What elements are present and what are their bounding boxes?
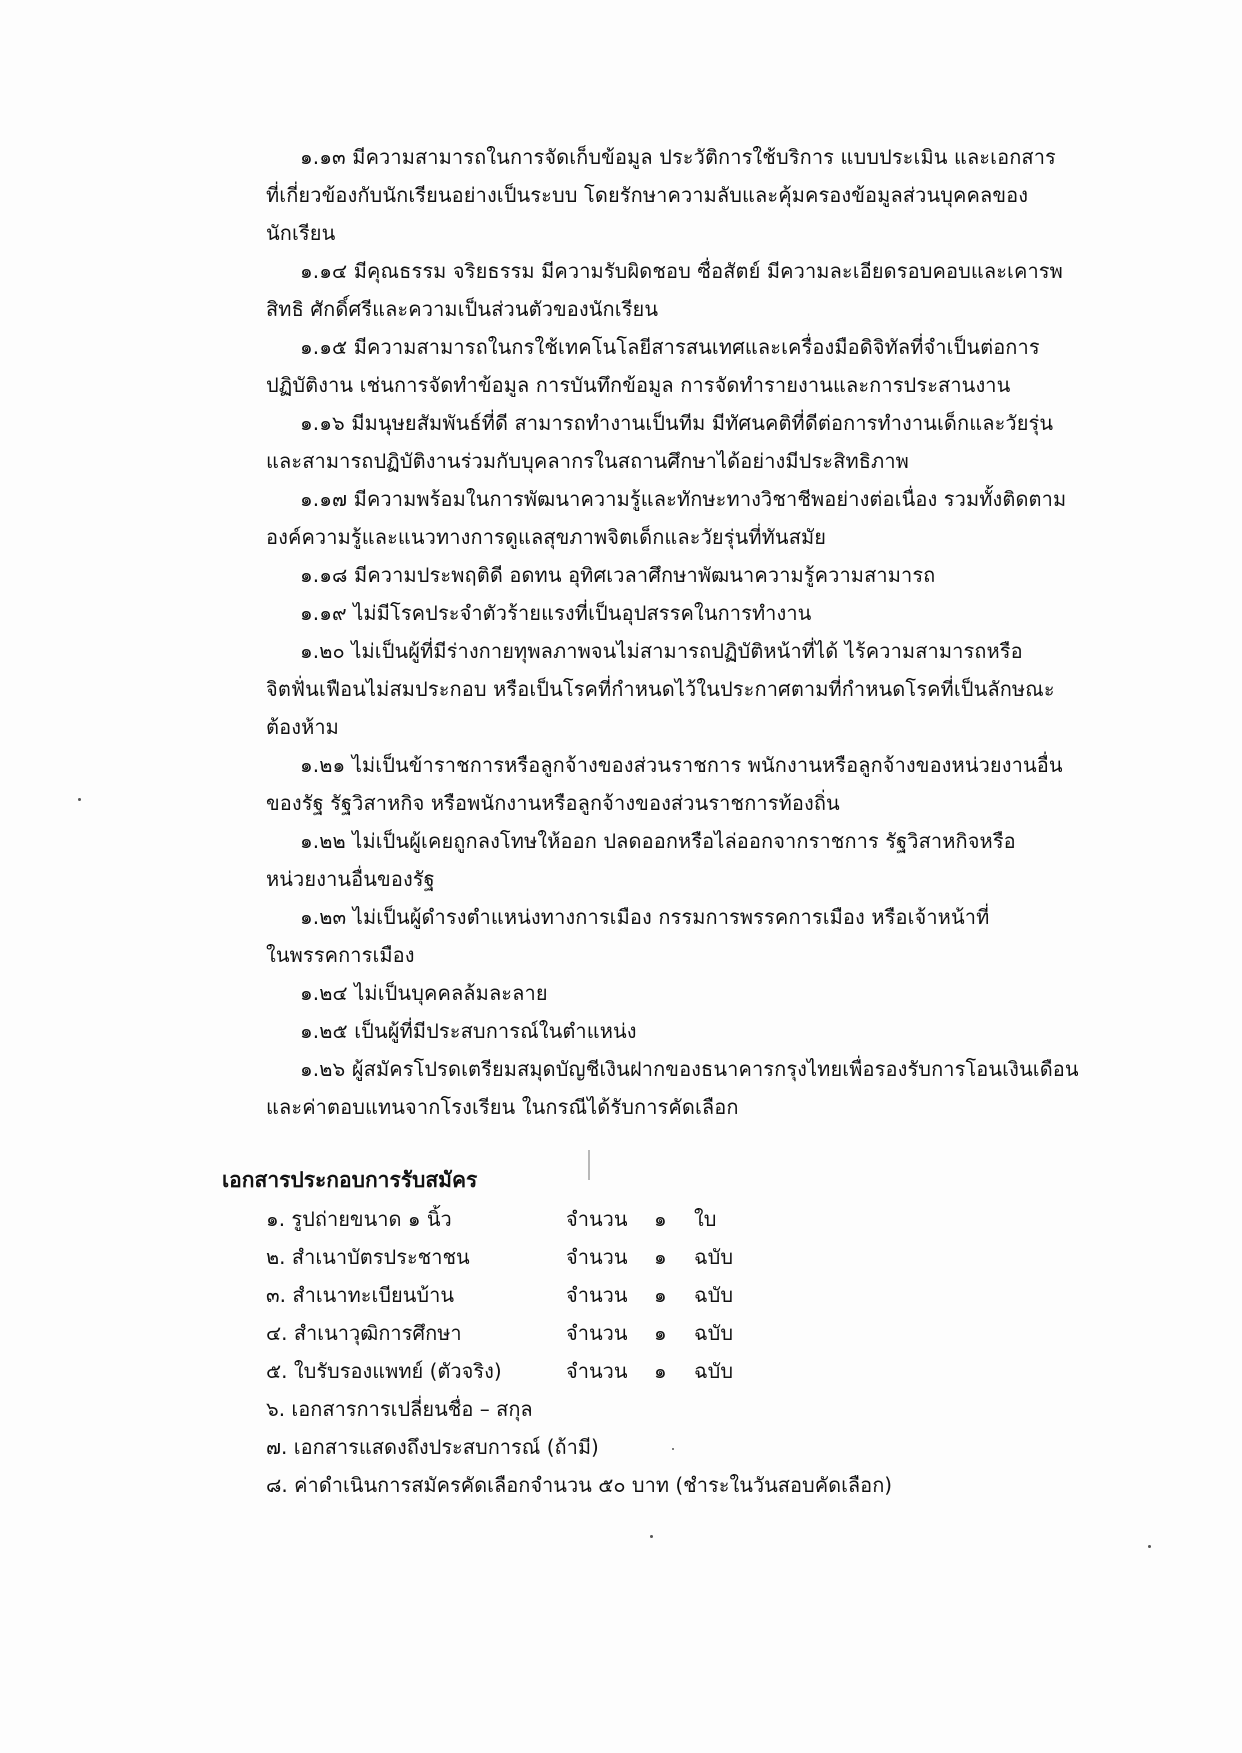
document-amount-word: จำนวน bbox=[566, 1321, 628, 1345]
item-number: ๑.๒๓ bbox=[300, 905, 347, 929]
item-1-23-line-1 bbox=[300, 903, 989, 931]
item-number: ๑.๑๘ bbox=[300, 563, 348, 587]
document-unit: ฉบับ bbox=[694, 1359, 734, 1383]
document-amount-word: จำนวน bbox=[566, 1245, 628, 1269]
scan-speck bbox=[650, 1535, 653, 1538]
document-amount-word: จำนวน bbox=[566, 1359, 628, 1383]
item-text: มีความพร้อมในการพัฒนาความรู้และทักษะทางวิชาชีพอย่างต่อเนื่อง รวมทั้งติดตาม bbox=[353, 487, 1067, 511]
item-text: ไม่เป็นบุคคลล้มละลาย bbox=[354, 981, 548, 1005]
item-1-16-line-2: และสามารถปฏิบัติงานร่วมกับบุคลากรในสถานศึกษาได้อย่างมีประสิทธิภาพ bbox=[266, 449, 909, 473]
item-1-17-line-2: องค์ความรู้และแนวทางการดูแลสุขภาพจิตเด็กและวัยรุ่นที่ทันสมัย bbox=[266, 525, 827, 549]
item-1-23-line-2: ในพรรคการเมือง bbox=[266, 943, 415, 967]
scan-speck bbox=[672, 1448, 674, 1450]
item-1-21-line-2: ของรัฐ รัฐวิสาหกิจ หรือพนักงานหรือลูกจ้างของส่วนราชการท้องถิ่น bbox=[266, 791, 840, 815]
item-number: ๑.๑๗ bbox=[300, 487, 348, 511]
item-number: ๑.๑๖ bbox=[300, 411, 345, 435]
document-label: ๓. สำเนาทะเบียนบ้าน bbox=[266, 1283, 455, 1307]
document-label: ๘. ค่าดำเนินการสมัครคัดเลือกจำนวน ๕๐ บาท (ชำระในวันสอบคัดเลือก) bbox=[266, 1473, 893, 1497]
item-text: มีคุณธรรม จริยธรรม มีความรับผิดชอบ ซื่อสัตย์ มีความละเอียดรอบคอบและเคารพ bbox=[353, 259, 1063, 283]
scan-mark bbox=[588, 1150, 590, 1180]
item-text: ไม่เป็นข้าราชการหรือลูกจ้างของส่วนราชการ พนักงานหรือลูกจ้างของหน่วยงานอื่น bbox=[351, 753, 1063, 777]
document-amount-word: จำนวน bbox=[566, 1207, 628, 1231]
document-unit: ฉบับ bbox=[694, 1245, 734, 1269]
item-text: มีความสามารถในการจัดเก็บข้อมูล ประวัติการใช้บริการ แบบประเมิน และเอกสาร bbox=[352, 145, 1056, 169]
item-1-18-line-1 bbox=[300, 561, 935, 589]
item-1-26-line-1 bbox=[300, 1055, 1079, 1083]
item-1-20-line-3: ต้องห้าม bbox=[266, 715, 339, 739]
document-quantity: ๑ bbox=[654, 1245, 667, 1269]
item-text: ไม่เป็นผู้เคยถูกลงโทษให้ออก ปลดออกหรือไล่ออกจากราชการ รัฐวิสาหกิจหรือ bbox=[352, 829, 1016, 853]
item-number: ๑.๒๖ bbox=[300, 1057, 346, 1081]
item-number: ๑.๒๔ bbox=[300, 981, 348, 1005]
document-unit: ฉบับ bbox=[694, 1283, 734, 1307]
item-text: ไม่เป็นผู้ที่มีร่างกายทุพลภาพจนไม่สามารถปฏิบัติหน้าที่ได้ ไร้ความสามารถหรือ bbox=[351, 639, 1023, 663]
document-quantity: ๑ bbox=[654, 1321, 667, 1345]
document-amount-word: จำนวน bbox=[566, 1283, 628, 1307]
item-1-20-line-2: จิตฟั่นเฟือนไม่สมประกอบ หรือเป็นโรคที่กำหนดไว้ในประกาศตามที่กำหนดโรคที่เป็นลักษณะ bbox=[266, 677, 1055, 701]
item-1-14-line-2: สิทธิ ศักดิ์ศรีและความเป็นส่วนตัวของนักเรียน bbox=[266, 297, 659, 321]
item-1-22-line-2: หน่วยงานอื่นของรัฐ bbox=[266, 867, 435, 891]
item-text: เป็นผู้ที่มีประสบการณ์ในตำแหน่ง bbox=[354, 1019, 637, 1043]
item-text: ไม่มีโรคประจำตัวร้ายแรงที่เป็นอุปสรรคในการทำงาน bbox=[353, 601, 812, 625]
item-number: ๑.๑๓ bbox=[300, 145, 346, 169]
item-1-24-line-1 bbox=[300, 979, 548, 1007]
item-1-26-line-2: และค่าตอบแทนจากโรงเรียน ในกรณีได้รับการคัดเลือก bbox=[266, 1095, 739, 1119]
item-text: มีมนุษยสัมพันธ์ที่ดี สามารถทำงานเป็นทีม มีทัศนคติที่ดีต่อการทำงานเด็กและวัยรุ่น bbox=[351, 411, 1054, 435]
item-1-13-line-3: นักเรียน bbox=[266, 221, 336, 245]
scan-speck bbox=[1148, 1545, 1151, 1548]
document-quantity: ๑ bbox=[654, 1207, 667, 1231]
document-label: ๔. สำเนาวุฒิการศึกษา bbox=[266, 1321, 462, 1345]
item-1-25-line-1 bbox=[300, 1017, 637, 1045]
item-1-17-line-1 bbox=[300, 485, 1066, 513]
item-number: ๑.๑๙ bbox=[300, 601, 347, 625]
item-1-21-line-1 bbox=[300, 751, 1063, 779]
item-1-13-line-1 bbox=[300, 143, 1056, 171]
document-label: ๕. ใบรับรองแพทย์ (ตัวจริง) bbox=[266, 1359, 502, 1383]
documents-heading: เอกสารประกอบการรับสมัคร bbox=[222, 1168, 478, 1192]
item-number: ๑.๒๒ bbox=[300, 829, 346, 853]
item-number: ๑.๒๑ bbox=[300, 753, 346, 777]
document-label: ๑. รูปถ่ายขนาด ๑ นิ้ว bbox=[266, 1207, 452, 1231]
item-number: ๑.๑๔ bbox=[300, 259, 348, 283]
item-1-15-line-2: ปฏิบัติงาน เช่นการจัดทำข้อมูล การบันทึกข้อมูล การจัดทำรายงานและการประสานงาน bbox=[266, 373, 1011, 397]
document-label: ๒. สำเนาบัตรประชาชน bbox=[266, 1245, 470, 1269]
document-unit: ใบ bbox=[694, 1207, 717, 1231]
item-1-16-line-1 bbox=[300, 409, 1053, 437]
item-1-22-line-1 bbox=[300, 827, 1016, 855]
document-label: ๖. เอกสารการเปลี่ยนชื่อ – สกุล bbox=[266, 1397, 533, 1421]
item-number: ๑.๑๕ bbox=[300, 335, 348, 359]
document-label: ๗. เอกสารแสดงถึงประสบการณ์ (ถ้ามี) bbox=[266, 1435, 599, 1459]
item-1-20-line-1 bbox=[300, 637, 1023, 665]
item-text: ไม่เป็นผู้ดำรงตำแหน่งทางการเมือง กรรมการพรรคการเมือง หรือเจ้าหน้าที่ bbox=[352, 905, 990, 929]
item-text: มีความสามารถในกรใช้เทคโนโลยีสารสนเทศและเครื่องมือดิจิทัลที่จำเป็นต่อการ bbox=[353, 335, 1040, 359]
item-text: มีความประพฤติดี อดทน อุทิศเวลาศึกษาพัฒนาความรู้ความสามารถ bbox=[354, 563, 936, 587]
document-quantity: ๑ bbox=[654, 1283, 667, 1307]
document-unit: ฉบับ bbox=[694, 1321, 734, 1345]
item-number: ๑.๒๐ bbox=[300, 639, 345, 663]
item-1-14-line-1 bbox=[300, 257, 1063, 285]
item-1-15-line-1 bbox=[300, 333, 1040, 361]
item-text: ผู้สมัครโปรดเตรียมสมุดบัญชีเงินฝากของธนาคารกรุงไทยเพื่อรองรับการโอนเงินเดือน bbox=[351, 1057, 1079, 1081]
item-number: ๑.๒๕ bbox=[300, 1019, 348, 1043]
scan-speck bbox=[78, 798, 81, 801]
item-1-19-line-1 bbox=[300, 599, 811, 627]
document-quantity: ๑ bbox=[654, 1359, 667, 1383]
item-1-13-line-2: ที่เกี่ยวข้องกับนักเรียนอย่างเป็นระบบ โดยรักษาความลับและคุ้มครองข้อมูลส่วนบุคคลของ bbox=[266, 183, 1029, 207]
